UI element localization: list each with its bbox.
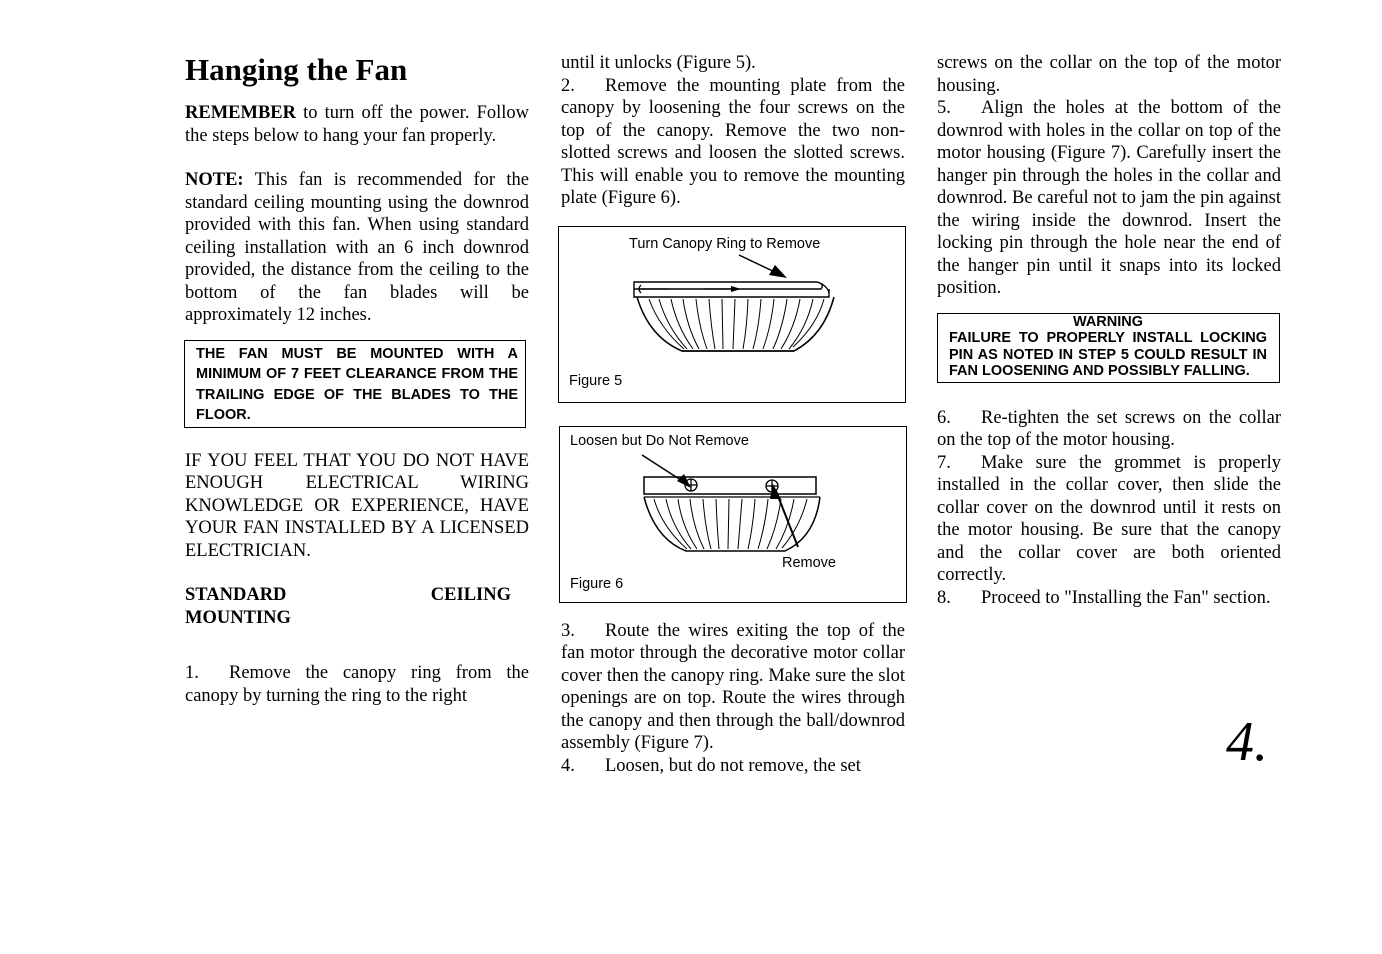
figure-6-callout-bottom: Remove <box>782 554 836 571</box>
step-4-number: 4. <box>561 755 575 776</box>
locking-pin-warning-box <box>937 313 1280 383</box>
section-heading-line1: STANDARD CEILING <box>185 585 511 605</box>
column-1 <box>185 52 529 707</box>
step-8 <box>937 587 1281 610</box>
step-8-number: 8. <box>937 587 951 608</box>
step-7 <box>937 452 1281 587</box>
step-5-number: 5. <box>937 98 951 118</box>
step-3 <box>561 620 905 755</box>
page-title: Hanging the Fan <box>185 52 408 87</box>
step-3-text: Route the wires exiting the top of the fan motor through the decorative motor collar cover then the canopy ring. Make sure the slot openings are on top. Route the wires through the canopy and then through the ball/downrod assembly (Figure 7). <box>561 620 905 753</box>
figure-6 <box>559 426 907 603</box>
step-4-continued: screws on the collar on the top of the motor housing. <box>937 53 1281 96</box>
column-3 <box>937 52 1281 609</box>
step-6-text: Re-tighten the set screws on the collar on the top of the motor housing. <box>937 407 1281 450</box>
figure-6-caption: Figure 6 <box>570 575 624 592</box>
note-text: This fan is recommended for the standard ceiling mounting using the downrod provided with this fan. When using standard ceiling installation with an 6 inch downrod provided, the distance from the ceiling to the bottom of the fan blades will be approximately 12 inches. <box>185 170 529 325</box>
figure-6-callout-top: Loosen but Do Not Remove <box>570 432 749 449</box>
step-7-text: Make sure the grommet is properly installed in the collar cover, then slide the collar cover on the downrod until it rests on the motor housing. Be sure that the canopy and the collar cover are both oriented correctly. <box>937 452 1281 585</box>
intro-paragraph <box>185 102 529 147</box>
warning-text: FAILURE TO PROPERLY INSTALL LOCKING PIN AS NOTED IN STEP 5 COULD RESULT IN FAN LOOSENING AND POSSIBLY FALLING. <box>949 330 1267 379</box>
step-5-text: Align the holes at the bottom of the downrod with holes in the collar on top of the motor housing (Figure 7). Carefully insert the hanger pin through the holes in the collar and downrod. Be careful not to jam the pin against the wiring inside the downrod. Insert the locking pin through the hole near the end of the hanger pin until it snaps into its locked position. <box>937 98 1281 298</box>
note-label: NOTE: <box>185 170 244 190</box>
figure-5-caption: Figure 5 <box>569 372 623 389</box>
page-number: 4. <box>1226 711 1268 773</box>
step-6-number: 6. <box>937 407 951 428</box>
section-heading-line2: MOUNTING <box>185 607 291 628</box>
remember-text: to turn off the power. Follow the steps below to hang your fan properly. <box>185 103 529 146</box>
step-3-number: 3. <box>561 620 575 641</box>
step-2-text: Remove the mounting plate from the canopy by loosening the four screws on the top of the canopy. Remove the two non-slotted screws and loosen the slotted screws. This will enable you to remove the mounting plate (Figure 6). <box>561 75 905 208</box>
warning-title: WARNING <box>1072 313 1144 330</box>
column-2 <box>561 52 905 777</box>
figure-5 <box>558 226 906 403</box>
step-4 <box>561 755 905 778</box>
step-8-text: Proceed to "Installing the Fan" section. <box>981 587 1271 608</box>
step-7-number: 7. <box>937 452 951 473</box>
step-1-continued: until it unlocks (Figure 5). <box>561 53 756 73</box>
electrician-notice: IF YOU FEEL THAT YOU DO NOT HAVE ENOUGH ELECTRICAL WIRING KNOWLEDGE OR EXPERIENCE, HAVE YOUR FAN INSTALLED BY A LICENSED ELECTRICIAN. <box>185 450 529 561</box>
step-1-number: 1. <box>185 663 199 683</box>
remember-label: REMEMBER <box>185 103 296 123</box>
step-2 <box>561 75 905 210</box>
note-paragraph <box>185 169 529 327</box>
step-1 <box>185 662 529 707</box>
step-4-text: Loosen, but do not remove, the set <box>605 755 861 776</box>
step-6 <box>937 407 1281 452</box>
step-5 <box>937 97 1281 300</box>
step-1-text: Remove the canopy ring from the canopy by turning the ring to the right <box>185 663 529 706</box>
figure-5-callout: Turn Canopy Ring to Remove <box>629 235 821 252</box>
step-2-number: 2. <box>561 75 575 96</box>
clearance-warning-box: THE FAN MUST BE MOUNTED WITH A MINIMUM OF 7 FEET CLEARANCE FROM THE TRAILING EDGE OF THE BLADES TO THE FLOOR. <box>184 340 526 428</box>
